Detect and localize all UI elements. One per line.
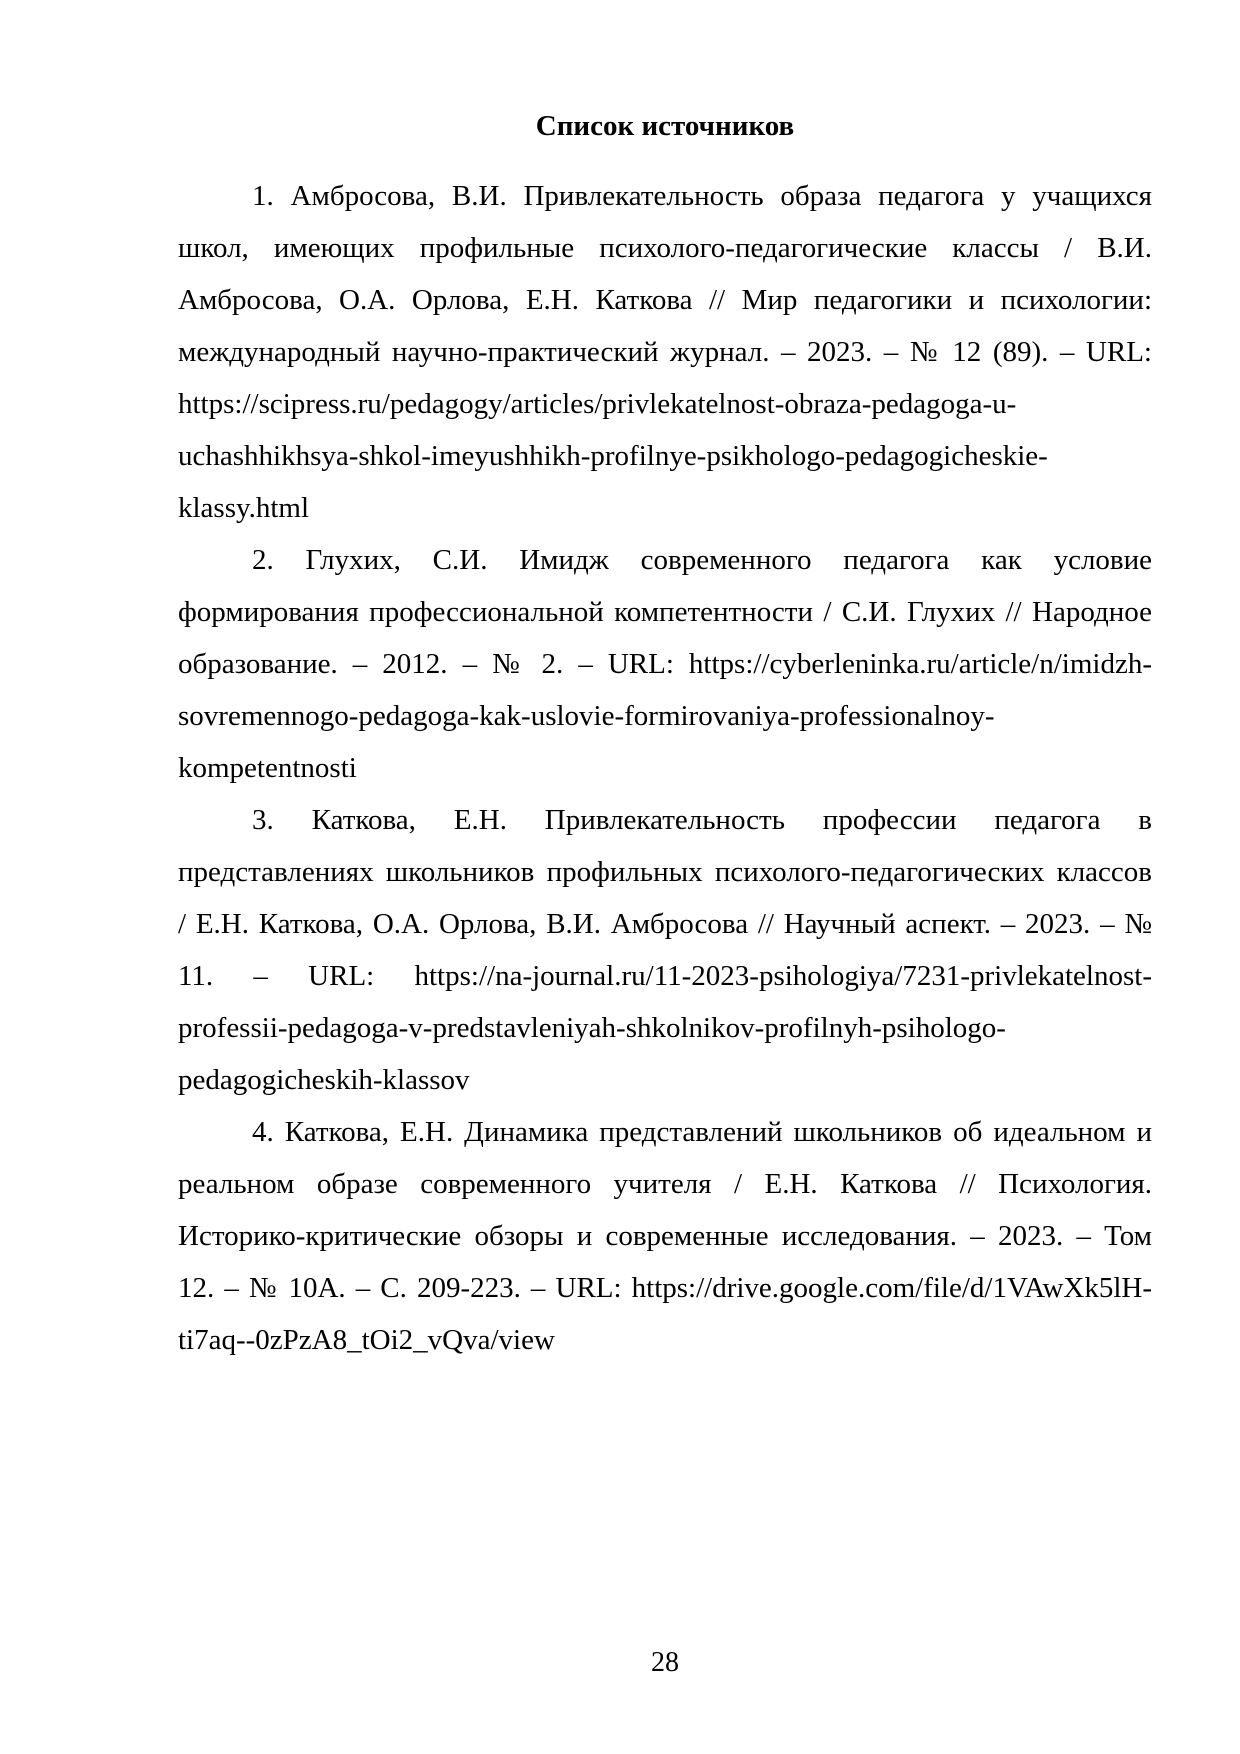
page-number: 28 bbox=[651, 1647, 679, 1678]
reference-item-1: 1. Амбросова, В.И. Привлекательность образа педагога у учащихся школ, имеющих профильные психолого-педагогические классы / В.И. Амбросова, О.А. Орлова, Е.Н. Каткова // Мир педагогики и психологии: международный научно-практический журнал. – 2023. – № 12 (89). – URL: https://scipress.ru/pedagogy/articles/privlekatelnost-obraza-pedagoga-u-uchashhikhsya-shkol-imeyushhikh-profilnye-psikhologo-pedagogicheskie-klassy.html bbox=[178, 180, 1152, 524]
reference-item-2: 2. Глухих, С.И. Имидж современного педагога как условие формирования профессиональной компетентности / С.И. Глухих // Народное образование. – 2012. – № 2. – URL: https://cyberleninka.ru/article/n/imidzh-sovremennogo-pedagoga-kak-uslovie-formirovaniya-professionalnoy-kompetentnosti bbox=[178, 544, 1152, 784]
reference-item-3: 3. Каткова, Е.Н. Привлекательность профессии педагога в представлениях школьников профильных психолого-педагогических классов / Е.Н. Каткова, О.А. Орлова, В.И. Амбросова // Научный аспект. – 2023. – № 11. – URL: https://na-journal.ru/11-2023-psihologiya/7231-privlekatelnost-professii-pedagoga-v-predstavleniyah-shkolnikov-profilnyh-psihologo-pedagogicheskih-klassov bbox=[178, 804, 1152, 1096]
page-title: Список источников bbox=[535, 110, 795, 142]
reference-item-4: 4. Каткова, Е.Н. Динамика представлений школьников об идеальном и реальном образе современного учителя / Е.Н. Каткова // Психология. Историко-критические обзоры и современные исследования. – 2023. – Том 12. – № 10А. – С. 209-223. – URL: https://drive.google.com/file/d/1VAwXk5lH-ti7aq--0zPzA8_tOi2_vQva/view bbox=[178, 1116, 1152, 1356]
